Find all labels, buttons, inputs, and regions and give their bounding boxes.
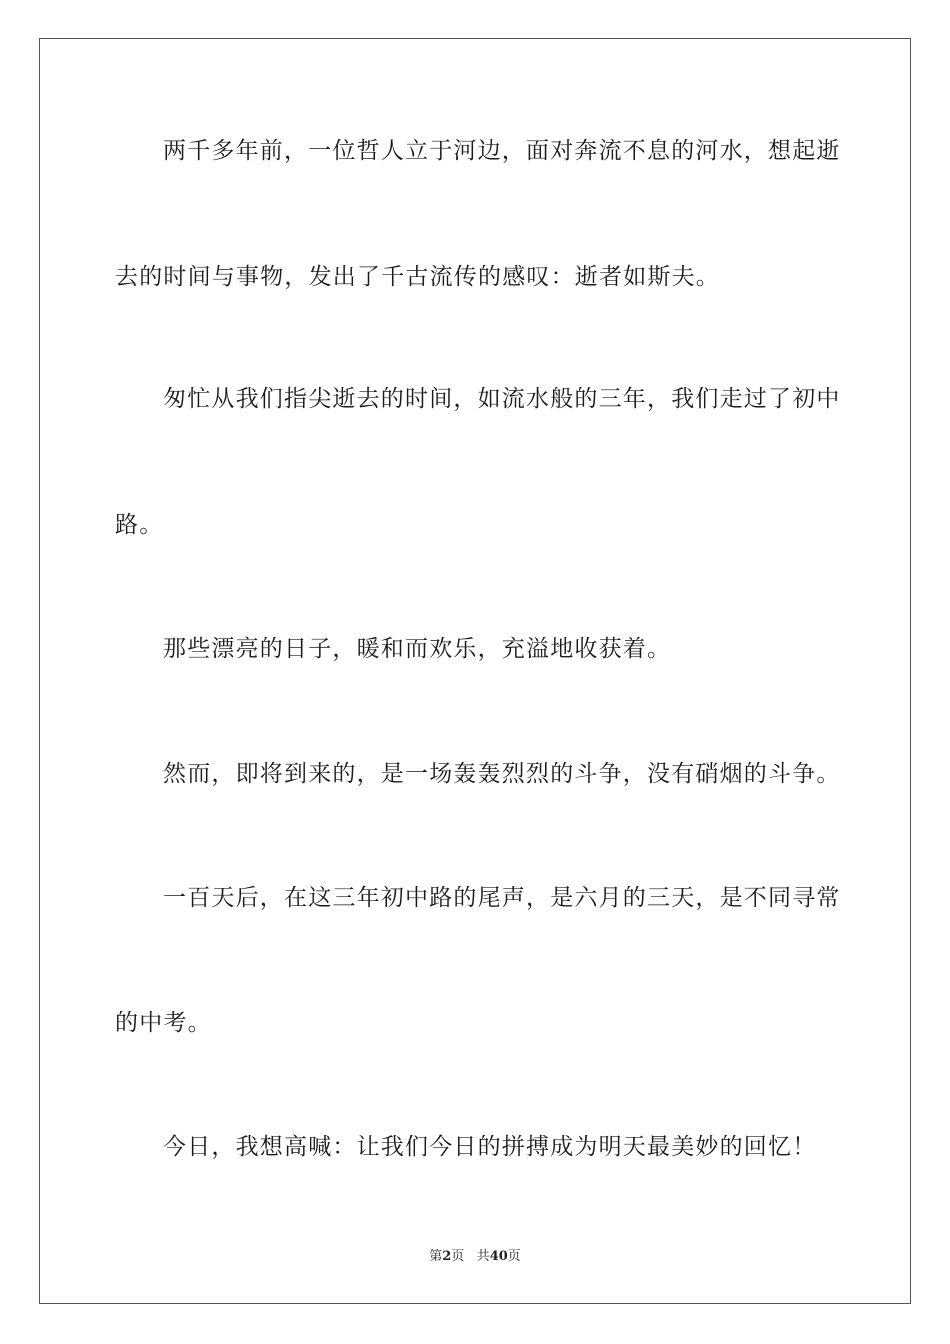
footer-gap	[464, 1249, 476, 1264]
footer-page-suffix: 页	[451, 1249, 465, 1264]
page-footer	[0, 1248, 950, 1266]
paragraph-line: 今日，我想高喊：让我们今日的拼搏成为明天最美妙的回忆！	[163, 1134, 817, 1160]
total-page-count: 40	[489, 1249, 508, 1264]
current-page-number: 2	[442, 1249, 452, 1264]
page-border	[39, 38, 911, 1304]
paragraph-line: 路。	[115, 512, 164, 538]
footer-total-prefix: 共	[476, 1249, 490, 1264]
footer-total-suffix: 页	[507, 1249, 521, 1264]
paragraph-line: 然而，即将到来的，是一场轰轰烈烈的斗争，没有硝烟的斗争。	[163, 761, 841, 787]
paragraph-line: 的中考。	[115, 1010, 212, 1036]
paragraph-line: 两千多年前，一位哲人立于河边，面对奔流不息的河水，想起逝	[163, 138, 841, 164]
footer-prefix: 第	[429, 1249, 443, 1264]
paragraph-line: 那些漂亮的日子，暖和而欢乐，充溢地收获着。	[163, 636, 672, 662]
paragraph-line: 一百天后，在这三年初中路的尾声，是六月的三天，是不同寻常	[163, 885, 841, 911]
paragraph-line: 匆忙从我们指尖逝去的时间，如流水般的三年，我们走过了初中	[163, 386, 841, 412]
paragraph-line: 去的时间与事物，发出了千古流传的感叹：逝者如斯夫。	[115, 264, 720, 290]
